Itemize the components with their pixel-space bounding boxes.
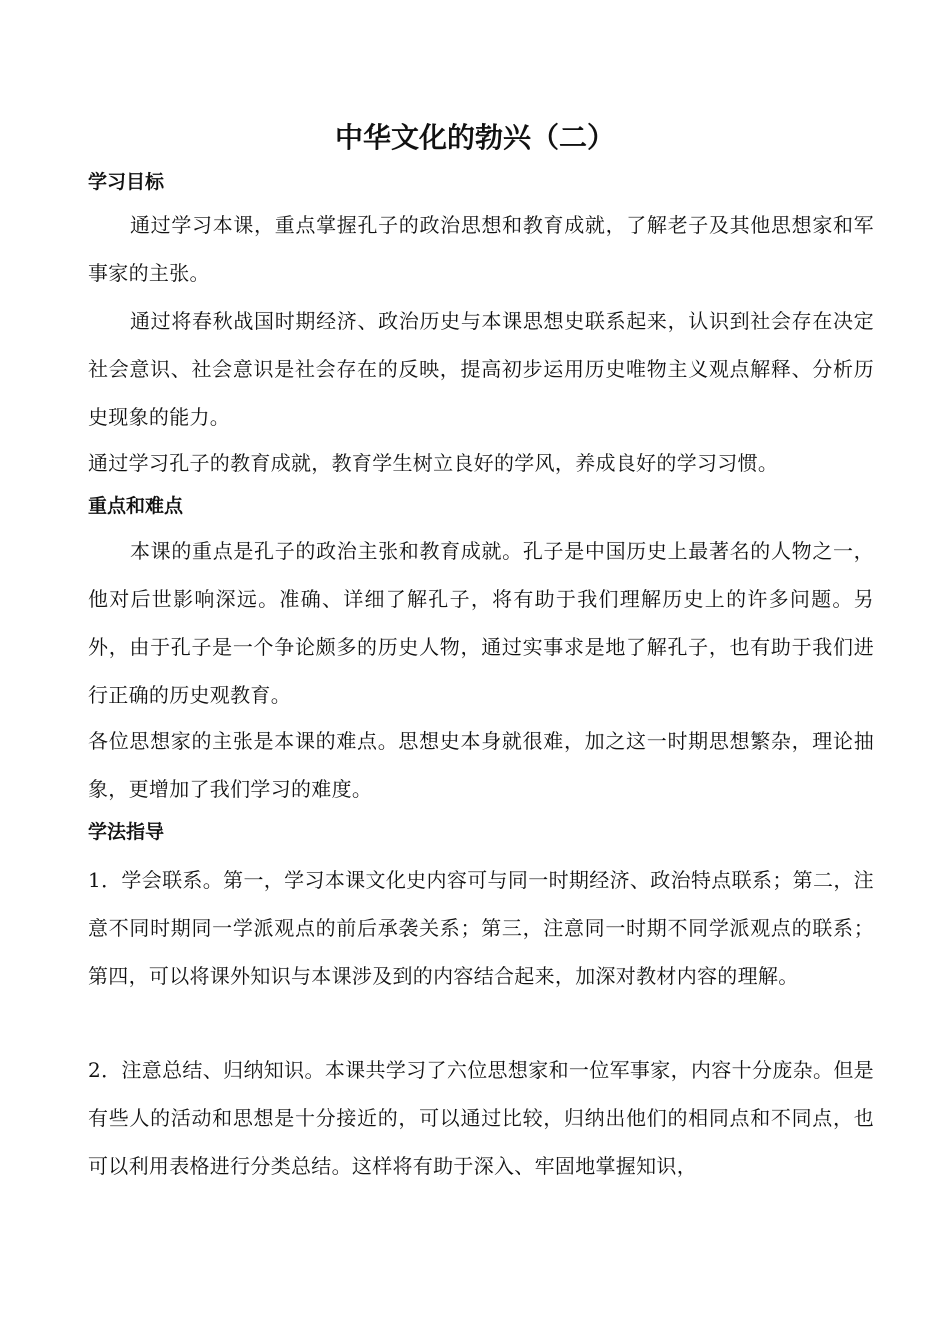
paragraph: 通过学习本课，重点掌握孔子的政治思想和教育成就，了解老子及其他思想家和军事家的主张。 <box>88 213 874 285</box>
section-heading-key-points: 重点和难点 <box>88 495 184 517</box>
section-heading-study-methods: 学法指导 <box>88 821 165 843</box>
paragraph: 1．学会联系。第一，学习本课文化史内容可与同一时期经济、政治特点联系；第二，注意不同时期同一学派观点的前后承袭关系；第三，注意同一时期不同学派观点的联系；第四，可以将课外知识与本课涉及到的内容结合起来，加深对教材内容的理解。 <box>88 868 874 988</box>
paragraph: 通过学习孔子的教育成就，教育学生树立良好的学风，养成良好的学习习惯。 <box>88 451 779 475</box>
page-title: 中华文化的勃兴（二） <box>334 121 615 154</box>
paragraph: 2．注意总结、归纳知识。本课共学习了六位思想家和一位军事家，内容十分庞杂。但是有些人的活动和思想是十分接近的，可以通过比较，归纳出他们的相同点和不同点，也可以利用表格进行分类总结。这样将有助于深入、牢固地掌握知识， <box>88 1058 874 1178</box>
paragraph: 各位思想家的主张是本课的难点。思想史本身就很难，加之这一时期思想繁杂，理论抽象，更增加了我们学习的难度。 <box>88 729 874 801</box>
paragraph: 本课的重点是孔子的政治主张和教育成就。孔子是中国历史上最著名的人物之一，他对后世影响深远。准确、详细了解孔子，将有助于我们理解历史上的许多问题。另外，由于孔子是一个争论颇多的历史人物，通过实事求是地了解孔子，也有助于我们进行正确的历史观教育。 <box>88 539 874 707</box>
paragraph: 通过将春秋战国时期经济、政治历史与本课思想史联系起来，认识到社会存在决定社会意识、社会意识是社会存在的反映，提高初步运用历史唯物主义观点解释、分析历史现象的能力。 <box>88 309 874 429</box>
section-heading-learning-goals: 学习目标 <box>88 171 165 193</box>
